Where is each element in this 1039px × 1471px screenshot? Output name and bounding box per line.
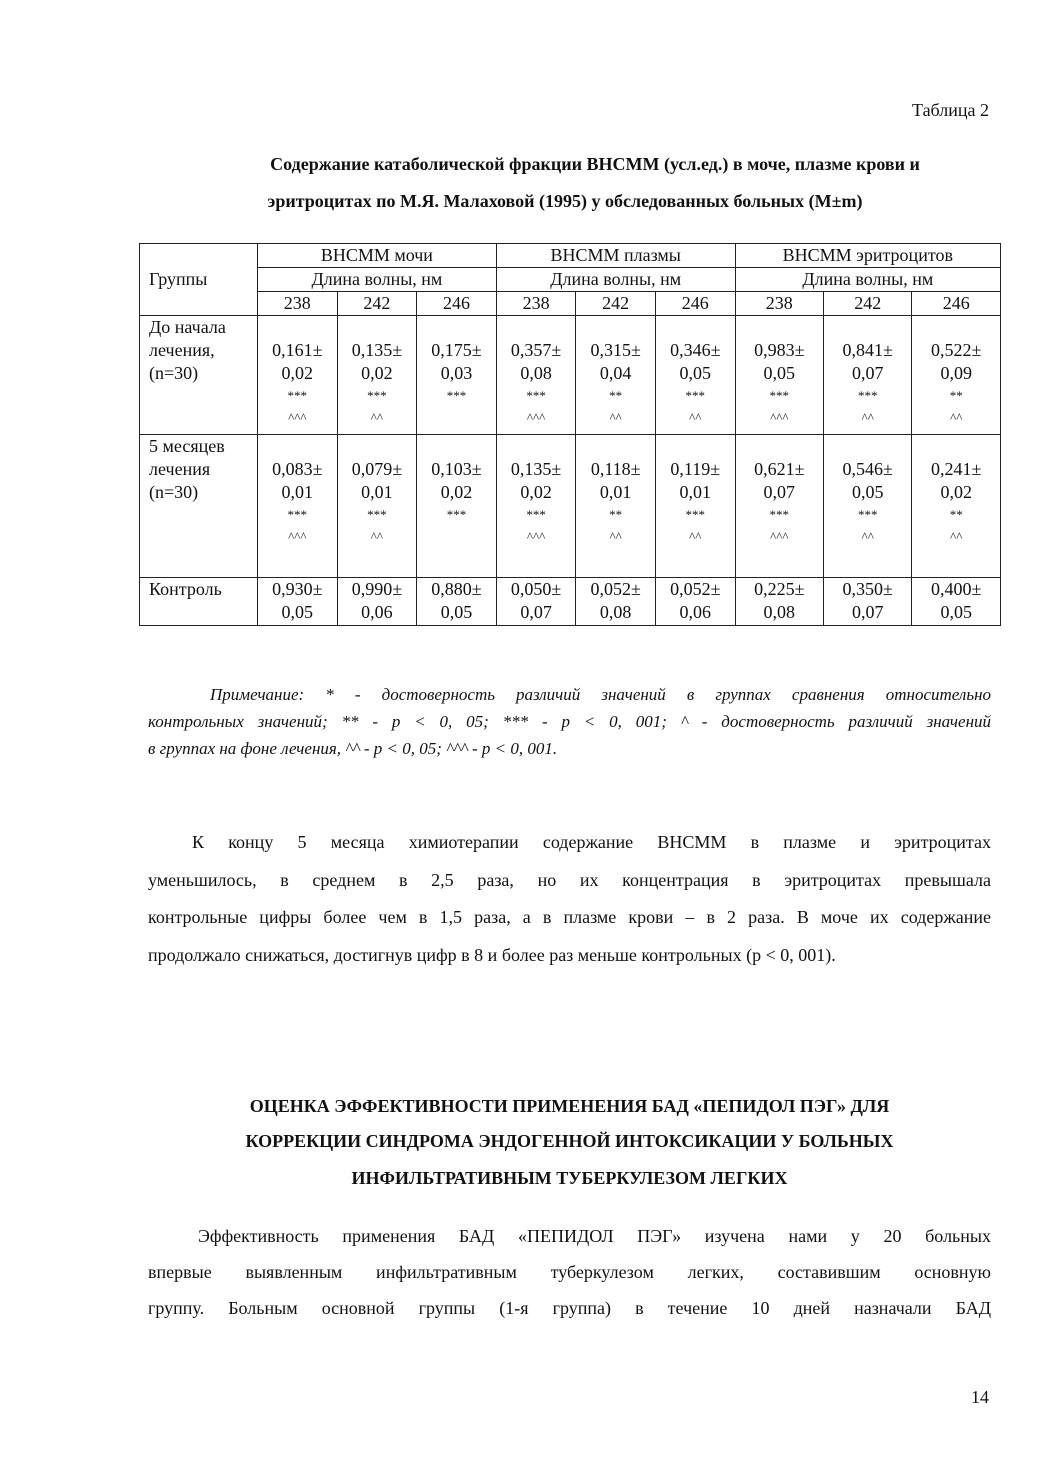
note-line: Примечание: * - достоверность различий значений в группах сравнения относительно bbox=[210, 685, 991, 704]
cell-error: 0,05 bbox=[763, 363, 796, 383]
cell-error: 0,05 bbox=[440, 602, 473, 622]
wavelength-value: 242 bbox=[337, 292, 417, 316]
cell-error: 0,01 bbox=[361, 482, 393, 502]
value-cell bbox=[655, 316, 735, 435]
value-cell bbox=[337, 578, 417, 626]
value-cell bbox=[496, 578, 576, 626]
cell-significance: *** bbox=[857, 388, 878, 403]
cell-mean: 0,161± bbox=[272, 340, 323, 360]
cell-significance: *** bbox=[769, 388, 790, 403]
section-heading-line-2: КОРРЕКЦИИ СИНДРОМА ЭНДОГЕННОЙ ИНТОКСИКАЦИИ У БОЛЬНЫХ bbox=[245, 1131, 894, 1151]
value-cell bbox=[576, 435, 656, 578]
cell-error: 0,07 bbox=[763, 482, 796, 502]
cell-mean: 0,241± bbox=[931, 459, 982, 479]
cell-mean: 0,083± bbox=[272, 459, 323, 479]
cell-error: 0,02 bbox=[520, 482, 552, 502]
cell-mean: 0,930± bbox=[272, 579, 323, 599]
cell-significance: *** bbox=[367, 507, 387, 522]
cell-mean: 0,880± bbox=[431, 579, 482, 599]
cell-mean: 0,350± bbox=[842, 579, 893, 599]
section-heading-line-3: ИНФИЛЬТРАТИВНЫМ ТУБЕРКУЛЕЗОМ ЛЕГКИХ bbox=[351, 1168, 788, 1188]
cell-error: 0,06 bbox=[361, 602, 393, 622]
cell-error: 0,07 bbox=[851, 363, 884, 383]
cell-mean: 0,983± bbox=[754, 340, 805, 360]
value-cell bbox=[417, 316, 497, 435]
cell-significance: ** bbox=[949, 388, 963, 403]
cell-significance-treatment: ^^ bbox=[609, 410, 622, 425]
wavelength-value: 242 bbox=[824, 292, 912, 316]
cell-error: 0,08 bbox=[520, 363, 552, 383]
cell-mean: 0,052± bbox=[670, 579, 721, 599]
paragraph-line: контрольные цифры более чем в 1,5 раза, а в плазме крови – в 2 раза. В моче их содержание bbox=[148, 907, 991, 927]
wavelength-value: 246 bbox=[655, 292, 735, 316]
table-row bbox=[140, 316, 1001, 435]
cell-mean: 0,400± bbox=[931, 579, 982, 599]
cell-mean: 0,118± bbox=[590, 459, 641, 479]
cell-significance: *** bbox=[367, 388, 387, 403]
wavelength-label: Длина волны, нм bbox=[735, 268, 1000, 292]
cell-significance: *** bbox=[446, 507, 467, 522]
cell-mean: 0,546± bbox=[842, 459, 893, 479]
cell-mean: 0,175± bbox=[431, 340, 482, 360]
table-row bbox=[140, 435, 1001, 578]
cell-error: 0,01 bbox=[599, 482, 632, 502]
cell-significance-treatment: ^^ bbox=[861, 410, 874, 425]
wavelength-value: 238 bbox=[258, 292, 338, 316]
cell-mean: 0,621± bbox=[754, 459, 805, 479]
cell-significance-treatment: ^^ bbox=[370, 529, 383, 544]
table-label: Таблица 2 bbox=[912, 100, 989, 120]
cell-significance-treatment: ^^^ bbox=[288, 529, 307, 544]
cell-significance: *** bbox=[446, 388, 467, 403]
wavelength-label: Длина волны, нм bbox=[258, 268, 497, 292]
value-cell bbox=[824, 578, 912, 626]
cell-significance: *** bbox=[857, 507, 878, 522]
cell-error: 0,05 bbox=[940, 602, 972, 622]
cell-mean: 0,357± bbox=[510, 340, 562, 360]
header-row-wavelength bbox=[140, 268, 1001, 292]
wavelength-value: 246 bbox=[417, 292, 497, 316]
cell-mean: 0,103± bbox=[431, 459, 482, 479]
cell-mean: 0,135± bbox=[510, 459, 562, 479]
cell-significance-treatment bbox=[417, 407, 496, 429]
value-cell bbox=[576, 578, 656, 626]
header-row-sections bbox=[140, 244, 1001, 268]
cell-mean: 0,119± bbox=[670, 459, 721, 479]
value-cell bbox=[258, 578, 338, 626]
cell-error: 0,01 bbox=[679, 482, 712, 502]
value-cell bbox=[258, 316, 338, 435]
wavelength-value: 242 bbox=[576, 292, 656, 316]
cell-mean: 0,225± bbox=[754, 579, 805, 599]
cell-error: 0,05 bbox=[851, 482, 884, 502]
group-cell: 5 месяцев лечения (n=30) bbox=[140, 435, 258, 578]
table-note bbox=[148, 681, 991, 762]
value-cell bbox=[337, 316, 417, 435]
value-cell bbox=[417, 435, 497, 578]
wavelength-value: 238 bbox=[496, 292, 576, 316]
cell-significance: *** bbox=[526, 388, 546, 403]
cell-mean: 0,050± bbox=[510, 579, 562, 599]
wavelength-label: Длина волны, нм bbox=[496, 268, 735, 292]
cell-mean: 0,990± bbox=[351, 579, 403, 599]
value-cell bbox=[735, 578, 823, 626]
header-row-wavelength-values bbox=[140, 292, 1001, 316]
note-line: контрольных значений; ** - р < 0, 05; *** - р < 0, 001; ^ - достоверность различий значений bbox=[148, 712, 991, 731]
cell-significance-treatment: ^^ bbox=[861, 529, 874, 544]
value-cell bbox=[912, 316, 1001, 435]
groups-header: Группы bbox=[140, 244, 258, 316]
cell-error: 0,07 bbox=[851, 602, 884, 622]
paragraph-line: продолжало снижаться, достигнув цифр в 8 и более раз меньше контрольных (р < 0, 001). bbox=[148, 944, 836, 965]
value-cell bbox=[912, 578, 1001, 626]
cell-mean: 0,052± bbox=[590, 579, 641, 599]
page-number: 14 bbox=[971, 1387, 989, 1407]
value-cell bbox=[824, 316, 912, 435]
cell-error: 0,05 bbox=[281, 602, 314, 622]
cell-significance: ** bbox=[609, 388, 623, 403]
cell-significance: *** bbox=[769, 507, 790, 522]
cell-mean: 0,522± bbox=[931, 340, 982, 360]
cell-significance: ** bbox=[949, 507, 963, 522]
body-paragraph-1 bbox=[148, 824, 991, 974]
paragraph-line: группу. Больным основной группы (1-я группа) в течение 10 дней назначали БАД bbox=[148, 1298, 991, 1318]
cell-significance: *** bbox=[685, 388, 706, 403]
cell-error: 0,03 bbox=[440, 363, 473, 383]
note-line: в группах на фоне лечения, ^^ - р < 0, 05; ^^^ - р < 0, 001. bbox=[148, 739, 558, 758]
cell-significance-treatment: ^^ bbox=[370, 410, 383, 425]
body-paragraph-2 bbox=[148, 1218, 991, 1326]
cell-significance-treatment: ^^ bbox=[609, 529, 622, 544]
wavelength-value: 238 bbox=[735, 292, 823, 316]
cell-mean: 0,079± bbox=[351, 459, 403, 479]
value-cell bbox=[655, 578, 735, 626]
section-header: ВНСММ мочи bbox=[258, 244, 497, 268]
cell-significance-treatment: ^^ bbox=[950, 529, 963, 544]
group-cell: До начала лечения, (n=30) bbox=[140, 316, 258, 435]
value-cell bbox=[258, 435, 338, 578]
cell-error: 0,02 bbox=[440, 482, 473, 502]
cell-significance: *** bbox=[526, 507, 546, 522]
cell-error: 0,02 bbox=[361, 363, 393, 383]
cell-significance-treatment: ^^^ bbox=[770, 410, 789, 425]
cell-significance: ** bbox=[609, 507, 623, 522]
cell-significance-treatment: ^^^ bbox=[288, 410, 307, 425]
value-cell bbox=[655, 435, 735, 578]
cell-significance-treatment: ^^^ bbox=[526, 410, 546, 425]
section-heading-line-1: ОЦЕНКА ЭФФЕКТИВНОСТИ ПРИМЕНЕНИЯ БАД «ПЕПИДОЛ ПЭГ» ДЛЯ bbox=[249, 1096, 890, 1116]
cell-error: 0,08 bbox=[599, 602, 632, 622]
cell-mean: 0,841± bbox=[842, 340, 893, 360]
value-cell bbox=[735, 316, 823, 435]
cell-error: 0,06 bbox=[679, 602, 712, 622]
table-caption-line-2: эритроцитах по М.Я. Малаховой (1995) у обследованных больных (М±m) bbox=[267, 191, 863, 211]
value-cell bbox=[576, 316, 656, 435]
paragraph-line: впервые выявленным инфильтративным туберкулезом легких, составившим основную bbox=[148, 1262, 991, 1282]
paragraph-line: уменьшилось, в среднем в 2,5 раза, но их концентрация в эритроцитах превышала bbox=[148, 869, 991, 890]
cell-significance: *** bbox=[287, 507, 308, 522]
value-cell bbox=[912, 435, 1001, 578]
cell-significance-treatment: ^^ bbox=[950, 410, 963, 425]
cell-significance-treatment bbox=[417, 526, 496, 548]
group-cell: Контроль bbox=[140, 578, 258, 626]
cell-error: 0,07 bbox=[520, 602, 552, 622]
cell-error: 0,08 bbox=[763, 602, 796, 622]
data-table bbox=[139, 243, 1001, 626]
paragraph-line: Эффективность применения БАД «ПЕПИДОЛ ПЭГ» изучена нами у 20 больных bbox=[198, 1226, 991, 1246]
section-header: ВНСММ плазмы bbox=[496, 244, 735, 268]
cell-error: 0,05 bbox=[679, 363, 712, 383]
value-cell bbox=[824, 435, 912, 578]
cell-significance-treatment: ^^^ bbox=[526, 529, 546, 544]
value-cell bbox=[337, 435, 417, 578]
value-cell bbox=[417, 578, 497, 626]
cell-mean: 0,346± bbox=[670, 340, 721, 360]
cell-error: 0,09 bbox=[940, 363, 972, 383]
cell-error: 0,01 bbox=[281, 482, 314, 502]
table-row bbox=[140, 578, 1001, 626]
cell-significance-treatment: ^^ bbox=[689, 410, 702, 425]
wavelength-value: 246 bbox=[912, 292, 1001, 316]
cell-significance: *** bbox=[685, 507, 706, 522]
table-caption-line-1: Содержание катаболической фракции ВНСММ (усл.ед.) в моче, плазме крови и bbox=[270, 154, 920, 174]
value-cell bbox=[496, 316, 576, 435]
paragraph-line: К концу 5 месяца химиотерапии содержание ВНСММ в плазме и эритроцитах bbox=[192, 832, 991, 852]
cell-significance-treatment: ^^ bbox=[689, 529, 702, 544]
cell-significance-treatment: ^^^ bbox=[770, 529, 789, 544]
cell-mean: 0,135± bbox=[351, 340, 403, 360]
value-cell bbox=[496, 435, 576, 578]
cell-error: 0,02 bbox=[940, 482, 972, 502]
cell-error: 0,02 bbox=[281, 363, 314, 383]
section-header: ВНСММ эритроцитов bbox=[735, 244, 1000, 268]
cell-significance: *** bbox=[287, 388, 308, 403]
value-cell bbox=[735, 435, 823, 578]
cell-mean: 0,315± bbox=[590, 340, 641, 360]
cell-error: 0,04 bbox=[599, 363, 632, 383]
